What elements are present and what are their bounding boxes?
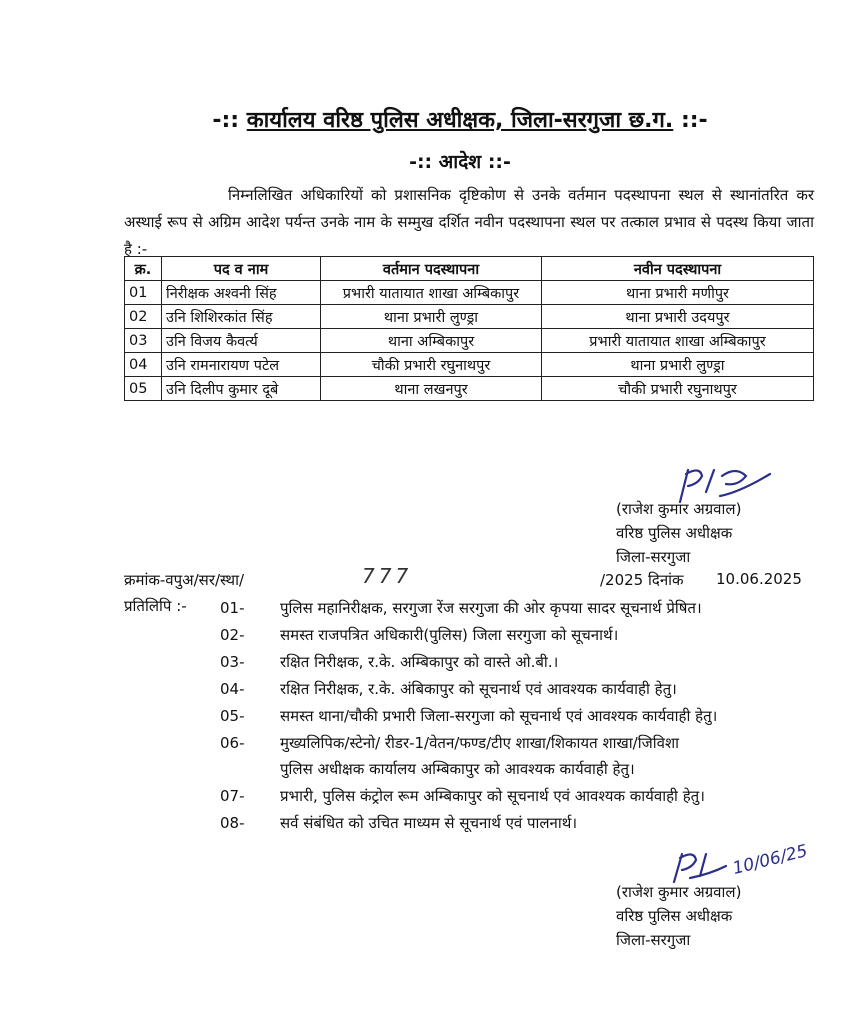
serial-cell: 04	[125, 353, 162, 377]
office-title	[200, 104, 720, 134]
new-posting-cell: थाना प्रभारी उदयपुर	[542, 305, 814, 329]
serial-cell: 03	[125, 329, 162, 353]
table-row	[125, 377, 814, 401]
office-name: कार्यालय वरिष्ठ पुलिस अधीक्षक, जिला-सरगुजा छ.ग.	[246, 108, 674, 133]
serial-cell: 05	[125, 377, 162, 401]
table-row	[125, 353, 814, 377]
item-text: समस्त थाना/चौकी प्रभारी जिला-सरगुजा को सूचनार्थ एवं आवश्यक कार्यवाही हेतु।	[280, 707, 718, 725]
item-text: पुलिस महानिरीक्षक, सरगुजा रेंज सरगुजा की ओर कृपया सादर सूचनार्थ प्रेषित।	[280, 599, 702, 617]
item-number: 04-	[220, 680, 245, 698]
item-number: 08-	[220, 814, 245, 832]
table-row	[125, 305, 814, 329]
name-cell: उनि शिशिरकांत सिंह	[162, 305, 321, 329]
current-posting-cell: थाना प्रभारी लुण्ड्रा	[321, 305, 542, 329]
current-posting-cell: थाना अम्बिकापुर	[321, 329, 542, 353]
signatory-district: जिला-सरगुजा	[616, 548, 691, 566]
order-title: -:: आदेश ::-	[409, 151, 511, 173]
handwritten-date: 10/06/25	[730, 841, 810, 879]
signatory-name: (राजेश कुमार अग्रवाल)	[616, 500, 742, 518]
item-number: 01-	[220, 599, 245, 617]
new-posting-cell: थाना प्रभारी लुण्ड्रा	[542, 353, 814, 377]
serial-cell: 02	[125, 305, 162, 329]
reference-line	[124, 564, 814, 592]
item-number: 03-	[220, 653, 245, 671]
table-header-row	[125, 257, 814, 281]
current-posting-cell: थाना लखनपुर	[321, 377, 542, 401]
signatory-name: (राजेश कुमार अग्रवाल)	[616, 883, 742, 901]
new-posting-cell: थाना प्रभारी मणीपुर	[542, 281, 814, 305]
name-cell: निरीक्षक अश्वनी सिंह	[162, 281, 321, 305]
item-text-continuation: पुलिस अधीक्षक कार्यालय अम्बिकापुर को आवश्यक कार्यवाही हेतु।	[280, 760, 635, 778]
title-suffix: ::-	[680, 108, 708, 133]
reference-label: क्रमांक-वपुअ/सर/स्था/	[124, 571, 245, 589]
copy-to-label: प्रतिलिपि :-	[124, 597, 187, 615]
new-posting-cell: प्रभारी यातायात शाखा अम्बिकापुर	[542, 329, 814, 353]
intro-paragraph: निम्नलिखित अधिकारियों को प्रशासनिक दृष्टिकोण से उनके वर्तमान पदस्थापना स्थल से स्थानांतरित कर अस्थाई रूप से अग्रिम आदेश पर्यन्त उनके नाम के सम्मुख दर्शित नवीन पदस्थापना स्थल पर तत्काल प्रभाव से पदस्थ किया जाता है :-	[124, 186, 814, 258]
transfer-table	[124, 256, 814, 401]
signature-block-1	[616, 497, 816, 569]
signatory-designation: वरिष्ठ पुलिस अधीक्षक	[616, 524, 733, 542]
header-new-posting: नवीन पदस्थापना	[542, 257, 814, 281]
item-text: प्रभारी, पुलिस कंट्रोल रूम अम्बिकापुर को सूचनार्थ एवं आवश्यक कार्यवाही हेतु।	[280, 787, 705, 805]
reference-year: /2025 दिनांक	[600, 571, 684, 589]
title-prefix: -::	[212, 108, 240, 133]
item-number: 05-	[220, 707, 245, 725]
serial-cell: 01	[125, 281, 162, 305]
reference-number: 777	[362, 564, 413, 588]
item-text: मुख्यलिपिक/स्टेनो/ रीडर-1/वेतन/फण्ड/टीए शाखा/शिकायत शाखा/जिविशा	[280, 734, 680, 752]
header-current-posting: वर्तमान पदस्थापना	[321, 257, 542, 281]
item-text: रक्षित निरीक्षक, र.के. अंबिकापुर को सूचनार्थ एवं आवश्यक कार्यवाही हेतु।	[280, 680, 677, 698]
item-text: रक्षित निरीक्षक, र.के. अम्बिकापुर को वास्ते ओ.बी.।	[280, 653, 559, 671]
header-name: पद व नाम	[162, 257, 321, 281]
reference-date: 10.06.2025	[716, 570, 802, 588]
list-item	[220, 731, 820, 781]
item-number: 06-	[220, 734, 245, 752]
item-text: समस्त राजपत्रित अधिकारी(पुलिस) जिला सरगुजा को सूचनार्थ।	[280, 626, 619, 644]
item-number: 02-	[220, 626, 245, 644]
item-text: सर्व संबंधित को उचित माध्यम से सूचनार्थ एवं पालनार्थ।	[280, 814, 578, 832]
name-cell: उनि दिलीप कुमार दूबे	[162, 377, 321, 401]
item-number: 07-	[220, 787, 245, 805]
new-posting-cell: चौकी प्रभारी रघुनाथपुर	[542, 377, 814, 401]
name-cell: उनि रामनारायण पटेल	[162, 353, 321, 377]
name-cell: उनि विजय कैवर्त्य	[162, 329, 321, 353]
header-serial: क्र.	[125, 257, 162, 281]
signatory-designation: वरिष्ठ पुलिस अधीक्षक	[616, 907, 733, 925]
current-posting-cell: चौकी प्रभारी रघुनाथपुर	[321, 353, 542, 377]
table-row	[125, 281, 814, 305]
signatory-district: जिला-सरगुजा	[616, 931, 691, 949]
signature-block-2	[616, 880, 816, 952]
table-row	[125, 329, 814, 353]
current-posting-cell: प्रभारी यातायात शाखा अम्बिकापुर	[321, 281, 542, 305]
